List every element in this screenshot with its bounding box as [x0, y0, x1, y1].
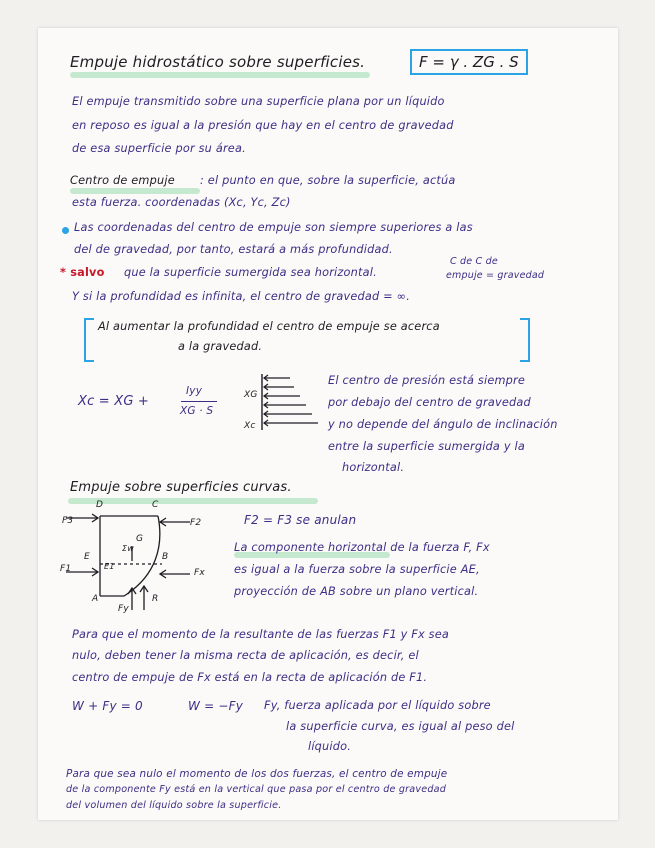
side-note-4: entre la superficie sumergida y la: [328, 440, 525, 453]
label-f3: F3: [62, 516, 74, 526]
box-bracket-left: [84, 318, 94, 362]
paren-top: C de C de: [450, 256, 498, 267]
xc-formula-den: XG · S: [180, 405, 214, 417]
label-e: E: [84, 552, 90, 562]
box-bracket-right: [520, 318, 530, 362]
label-r: R: [152, 594, 159, 604]
intro-line-1: El empuje transmitido sobre una superficie plana por un líquido: [72, 95, 445, 108]
bullet-dot: [62, 227, 69, 234]
pressure-arrows-diagram: [256, 372, 326, 434]
curvas-p1-1: La componente horizontal de la fuerza F, Fx: [234, 541, 490, 554]
curvas-p3-2: la superficie curva, es igual al peso del: [286, 720, 515, 733]
curvas-p2-1: Para que el momento de la resultante de las fuerzas F1 y Fx sea: [72, 628, 450, 641]
page-title: Empuje hidrostático sobre superficies.: [70, 53, 366, 71]
side-note-5: horizontal.: [342, 461, 405, 474]
bullet-line-3: que la superficie sumergida sea horizontal.: [124, 266, 377, 279]
label-f1: F1: [60, 564, 72, 574]
curvas-p3-1: Fy, fuerza aplicada por el líquido sobre: [264, 699, 491, 712]
curvas-p3-3: líquido.: [308, 740, 352, 753]
curvas-p2-3: centro de empuje de Fx está en la recta de aplicación de F1.: [72, 671, 428, 684]
salvo-label: * salvo: [60, 266, 105, 279]
boxed-line-2: a la gravedad.: [178, 340, 263, 353]
equation-2: W = −Fy: [188, 699, 244, 713]
curvas-p1-2: es igual a la fuerza sobre la superficie AE,: [234, 563, 480, 576]
equation-1: W + Fy = 0: [72, 699, 143, 713]
centro-highlight: [70, 188, 200, 194]
label-b: B: [162, 552, 169, 562]
intro-line-2: en reposo es igual a la presión que hay en el centro de gravedad: [72, 119, 454, 132]
xc-formula-num: Iyy: [186, 385, 203, 397]
centro-label: Centro de empuje: [70, 174, 175, 187]
fraction-bar: [181, 401, 217, 402]
bullet-line-4: Y si la profundidad es infinita, el centro de gravedad = ∞.: [72, 290, 410, 303]
boxed-line-1: Al aumentar la profundidad el centro de empuje se acerca: [98, 320, 440, 333]
label-xg: XG: [244, 390, 258, 400]
label-e1: E1: [104, 562, 115, 571]
label-fx: Fx: [194, 568, 205, 578]
label-xc: Xc: [244, 421, 256, 431]
centro-line-2: esta fuerza. coordenadas (Xc, Yc, Zc): [72, 196, 291, 209]
label-f2: F2: [190, 518, 202, 528]
curvas-p4-2: de la componente Fy está en la vertical que pasa por el centro de gravedad: [66, 784, 447, 795]
label-d: D: [96, 500, 104, 510]
label-a: A: [92, 594, 99, 604]
xc-formula-lhs: Xc = XG +: [78, 394, 150, 409]
curvas-p1-3: proyección de AB sobre un plano vertical.: [234, 585, 479, 598]
label-c: C: [152, 500, 159, 510]
centro-line-1: : el punto en que, sobre la superficie, actúa: [200, 174, 456, 187]
label-g: G: [136, 534, 144, 544]
main-formula: F = γ . ZG . S: [410, 49, 528, 75]
curvas-title: Empuje sobre superficies curvas.: [70, 480, 292, 495]
curved-surface-diagram: [60, 506, 210, 616]
label-fy: Fy: [118, 604, 129, 614]
cancel-text: F2 = F3 se anulan: [244, 513, 357, 527]
curvas-p4-1: Para que sea nulo el momento de los dos fuerzas, el centro de empuje: [66, 768, 448, 780]
intro-line-3: de esa superficie por su área.: [72, 142, 246, 155]
bullet-line-2: del de gravedad, por tanto, estará a más profundidad.: [74, 243, 393, 256]
notebook-page: [38, 28, 618, 820]
curvas-p4-3: del volumen del líquido sobre la superficie.: [66, 800, 282, 811]
title-highlight: [70, 72, 370, 78]
bullet-line-1: Las coordenadas del centro de empuje son siempre superiores a las: [74, 221, 473, 234]
paren-bottom: empuje = gravedad: [446, 270, 545, 281]
curvas-highlight: [68, 498, 318, 504]
curvas-p2-2: nulo, deben tener la misma recta de aplicación, es decir, el: [72, 649, 419, 662]
side-note-2: por debajo del centro de gravedad: [328, 396, 531, 409]
label-fyw: Σw: [122, 544, 134, 553]
side-note-1: El centro de presión está siempre: [328, 374, 526, 387]
side-note-3: y no depende del ángulo de inclinación: [328, 418, 558, 431]
